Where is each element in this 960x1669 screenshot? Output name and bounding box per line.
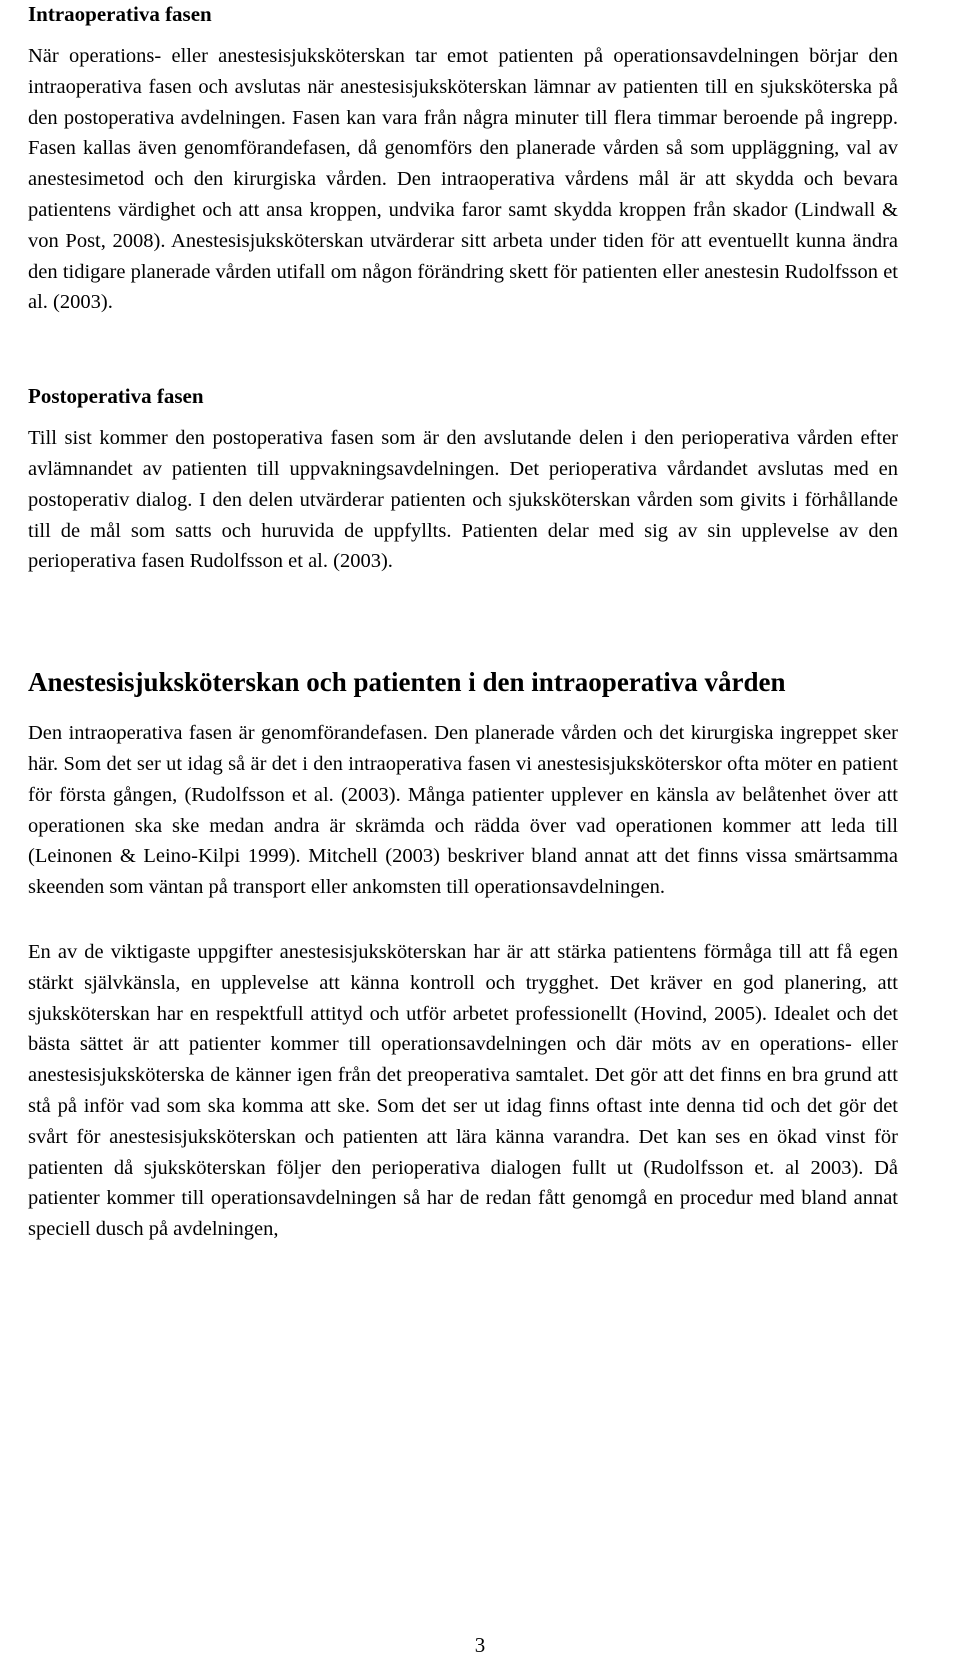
document-body [28,0,898,1245]
spacer [28,410,898,423]
chapter-heading: Anestesisjuksköterskan och patienten i den intraoperativa vården [28,667,786,698]
spacer [28,699,898,718]
spacer [28,28,898,41]
paragraph-postoperativa: Till sist kommer den postoperativa fasen som är den avslutande delen i den perioperativa vården efter avlämnandet av patienten till uppvakningsavdelningen. Det perioperativa vårdandet avslutas med en postoperativ dialog. I den delen utvärderar patienten och sjuksköterskan vården som givits i förhållande till de mål som satts och huruvida de uppfyllts. Patienten delar med sig av sin upplevelse av den perioperativa fasen Rudolfsson et al. (2003). [28,427,898,573]
page-number: 3 [474,1633,486,1657]
paragraph-chapter-1: Den intraoperativa fasen är genomförandefasen. Den planerade vården och det kirurgiska ingreppet sker här. Som det ser ut idag så är det i den intraoperativa fasen vi anestesisjuksköterskor ofta möter en patient för första gången, (Rudolfsson et al. (2003). Många patienter upplever en känsla av belåtenhet över att operationen ska ske medan andra är skrämda och rädda över vad operationen kommer att leda till (Leinonen & Leino-Kilpi 1999). Mitchell (2003) beskriver bland annat att det finns vissa smärtsamma skeenden som väntan på transport eller ankomsten till operationsavdelningen. [28,722,898,899]
spacer [28,577,898,665]
section-heading-postoperativa: Postoperativa fasen [28,384,204,409]
section-heading-intraoperativa: Intraoperativa fasen [28,2,212,26]
paragraph-intraoperativa: När operations- eller anestesisjuksköterskan tar emot patienten på operationsavdelningen börjar den intraoperativa fasen och avslutas när anestesisjuksköterskan lämnar av patienten till en sjuksköterska på den postoperativa avdelningen. Fasen kan vara från några minuter till flera timmar beroende på ingrepp. Fasen kallas även genomförandefasen, då genomförs den planerade vården så som uppläggning, val av anestesimetod och den kirurgiska vården. Den intraoperativa vårdens mål är att skydda och bevara patientens värdighet och att ansa kroppen, undvika faror samt skydda kroppen från skador (Lindwall & von Post, 2008). Anestesisjuksköterskan utvärderar sitt arbeta under tiden för att eventuellt kunna ändra den tidigare planerade vården utifall om någon förändring skett för patienten eller anestesin Rudolfsson et al. (2003). [28,45,898,314]
spacer [28,318,898,382]
spacer [28,903,898,937]
paragraph-chapter-2: En av de viktigaste uppgifter anestesisjuksköterskan har är att stärka patientens förmåga till att få egen stärkt självkänsla, en upplevelse att känna kontroll och trygghet. Det kräver en god planering, att sjuksköterskan har en respektfull attityd och utför arbetet professionellt (Hovind, 2005). Idealet och det bästa sättet är att patienter kommer till operationsavdelningen och där möts av en operations- eller anestesisjuksköterska de känner igen från det preoperativa samtalet. Det gör att det finns en bra grund att stå på inför vad som ska komma att ske. Som det ser ut idag finns oftast inte denna tid och det gör det svårt för anestesisjuksköterskan och patienten att lära känna varandra. Det kan ses en ökad vinst för patienten då sjuksköterskan följer den perioperativa dialogen fullt ut (Rudolfsson et. al 2003). Då patienter kommer till operationsavdelningen så har de redan fått genomgå en procedur med bland annat speciell dusch på avdelningen, [28,940,898,1241]
